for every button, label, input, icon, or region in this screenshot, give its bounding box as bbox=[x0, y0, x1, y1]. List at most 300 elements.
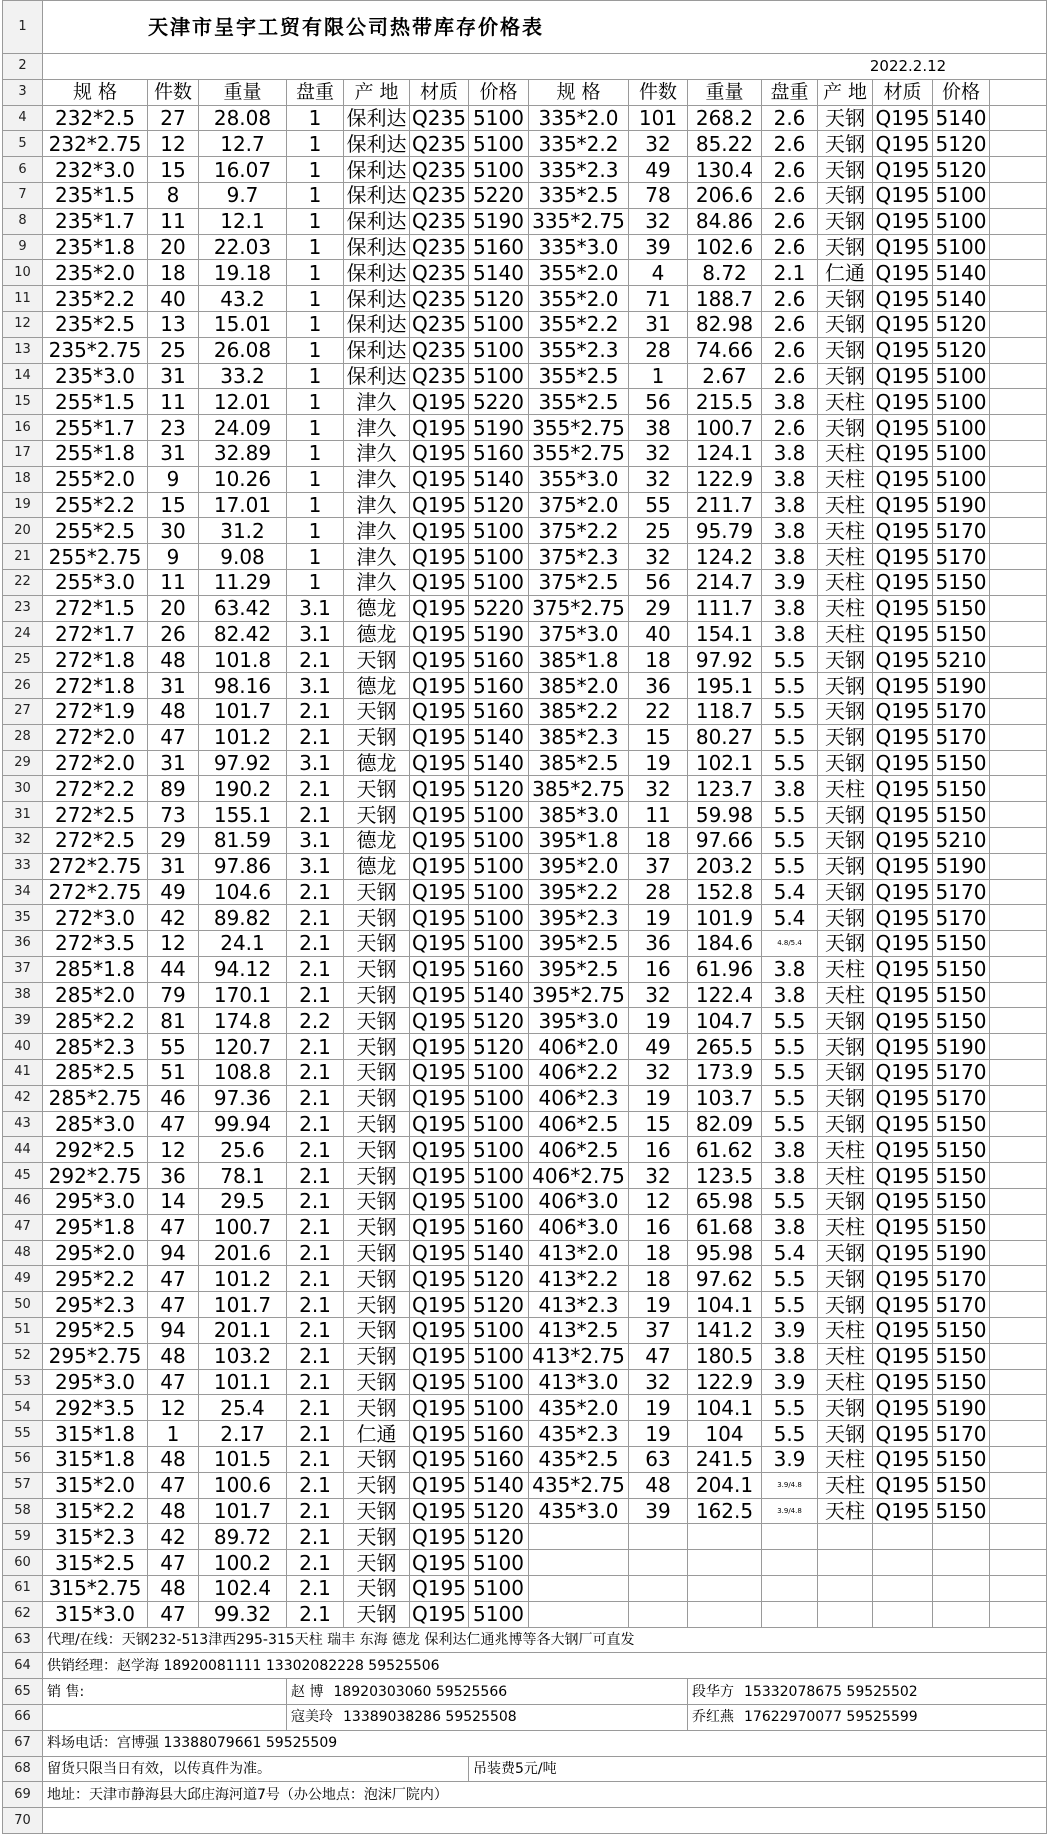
cell-origin: 德龙 bbox=[344, 750, 410, 776]
cell-spec: 272*2.0 bbox=[43, 724, 148, 750]
cell-price: 5150 bbox=[933, 1472, 990, 1498]
cell-origin: 天钢 bbox=[344, 802, 410, 828]
table-row bbox=[3, 1111, 1047, 1137]
row-number: 66 bbox=[3, 1705, 43, 1731]
header-coil-weight: 盘重 bbox=[287, 79, 344, 105]
footer-row bbox=[3, 1782, 1047, 1808]
cell-origin: 天钢 bbox=[344, 1576, 410, 1602]
cell-spec: 355*2.75 bbox=[529, 415, 629, 441]
sales-label: 销 售: bbox=[43, 1679, 287, 1705]
cell-origin: 天钢 bbox=[818, 802, 873, 828]
row-number: 60 bbox=[3, 1550, 43, 1576]
cell-origin: 天钢 bbox=[818, 673, 873, 699]
cell-spec: 355*2.2 bbox=[529, 311, 629, 337]
cell-spec: 255*2.2 bbox=[43, 492, 148, 518]
cell-pieces: 56 bbox=[629, 389, 688, 415]
cell-pieces: 12 bbox=[629, 1189, 688, 1215]
cell-weight: 265.5 bbox=[688, 1034, 762, 1060]
sales-contact bbox=[688, 1679, 1047, 1705]
cell-price: 5100 bbox=[469, 1601, 529, 1627]
cell-weight: 15.01 bbox=[199, 311, 287, 337]
cell-origin: 天钢 bbox=[818, 879, 873, 905]
cell-material: Q195 bbox=[410, 569, 469, 595]
cell-material: Q195 bbox=[410, 802, 469, 828]
cell-pieces: 44 bbox=[148, 956, 199, 982]
cell-material: Q235 bbox=[410, 337, 469, 363]
cell-coil-weight: 3.1 bbox=[287, 595, 344, 621]
cell-coil-weight: 5.5 bbox=[762, 1292, 818, 1318]
cell-origin: 天钢 bbox=[344, 905, 410, 931]
cell-weight: 204.1 bbox=[688, 1472, 762, 1498]
cell-material: Q195 bbox=[410, 724, 469, 750]
cell-pieces: 32 bbox=[629, 208, 688, 234]
empty-cell bbox=[990, 569, 1047, 595]
cell-pieces: 49 bbox=[629, 157, 688, 183]
cell-coil-weight: 1 bbox=[287, 157, 344, 183]
row-number: 22 bbox=[3, 569, 43, 595]
cell-pieces: 47 bbox=[629, 1343, 688, 1369]
empty-cell bbox=[990, 389, 1047, 415]
cell-coil-weight: 3.8 bbox=[762, 776, 818, 802]
cell-weight: 95.98 bbox=[688, 1240, 762, 1266]
cell-spec: 335*2.0 bbox=[529, 105, 629, 131]
cell-coil-weight: 2.1 bbox=[287, 1421, 344, 1447]
cell-material: Q195 bbox=[873, 647, 933, 673]
cell-material: Q195 bbox=[410, 1137, 469, 1163]
cell-spec: 355*2.5 bbox=[529, 389, 629, 415]
cell-price: 5100 bbox=[469, 853, 529, 879]
cell-pieces: 32 bbox=[629, 1060, 688, 1086]
cell-origin: 天钢 bbox=[818, 415, 873, 441]
empty-cell bbox=[990, 79, 1047, 105]
cell-spec: 335*3.0 bbox=[529, 234, 629, 260]
cell-origin: 天钢 bbox=[818, 311, 873, 337]
cell-origin: 天柱 bbox=[818, 518, 873, 544]
cell-spec: 295*2.5 bbox=[43, 1318, 148, 1344]
cell-spec: 285*2.75 bbox=[43, 1085, 148, 1111]
row-number: 64 bbox=[3, 1653, 43, 1679]
cell-weight: 103.7 bbox=[688, 1085, 762, 1111]
cell-origin: 天钢 bbox=[818, 182, 873, 208]
cell-origin bbox=[818, 1576, 873, 1602]
cell-spec: 255*2.75 bbox=[43, 544, 148, 570]
cell-price bbox=[933, 1576, 990, 1602]
cell-coil-weight: 2.2 bbox=[287, 1008, 344, 1034]
cell-weight: 101.7 bbox=[199, 1292, 287, 1318]
cell-origin: 天钢 bbox=[818, 1292, 873, 1318]
cell-material: Q195 bbox=[873, 1240, 933, 1266]
header-price: 价格 bbox=[469, 79, 529, 105]
cell-coil-weight: 1 bbox=[287, 105, 344, 131]
cell-weight: 11.29 bbox=[199, 569, 287, 595]
cell-coil-weight: 3.8 bbox=[762, 440, 818, 466]
cell-material: Q195 bbox=[410, 776, 469, 802]
cell-material: Q195 bbox=[410, 544, 469, 570]
header-spec: 规 格 bbox=[43, 79, 148, 105]
cell-material: Q195 bbox=[873, 1266, 933, 1292]
cell-material: Q235 bbox=[410, 311, 469, 337]
cell-origin: 天钢 bbox=[344, 1240, 410, 1266]
cell-price: 5150 bbox=[933, 1343, 990, 1369]
cell-pieces: 4 bbox=[629, 260, 688, 286]
empty-cell bbox=[990, 1060, 1047, 1086]
row-number: 51 bbox=[3, 1318, 43, 1344]
cell-pieces: 12 bbox=[148, 1137, 199, 1163]
cell-weight: 215.5 bbox=[688, 389, 762, 415]
cell-coil-weight: 1 bbox=[287, 440, 344, 466]
empty-cell bbox=[990, 1550, 1047, 1576]
table-row bbox=[3, 1085, 1047, 1111]
cell-spec: 375*2.5 bbox=[529, 569, 629, 595]
cell-coil-weight: 3.8 bbox=[762, 982, 818, 1008]
table-row bbox=[3, 956, 1047, 982]
row-number: 55 bbox=[3, 1421, 43, 1447]
cell-spec: 272*1.8 bbox=[43, 673, 148, 699]
cell-price: 5100 bbox=[469, 131, 529, 157]
table-row bbox=[3, 802, 1047, 828]
cell-price: 5100 bbox=[469, 802, 529, 828]
cell-price: 5150 bbox=[933, 956, 990, 982]
cell-price: 5100 bbox=[933, 363, 990, 389]
cell-origin: 天钢 bbox=[818, 1034, 873, 1060]
empty-cell bbox=[990, 1085, 1047, 1111]
cell-coil-weight: 4.8/5.4 bbox=[762, 931, 818, 957]
cell-origin: 天钢 bbox=[344, 956, 410, 982]
cell-price: 5100 bbox=[469, 1395, 529, 1421]
row-number: 24 bbox=[3, 621, 43, 647]
cell-price: 5150 bbox=[933, 931, 990, 957]
cell-origin bbox=[818, 1550, 873, 1576]
cell-weight: 100.7 bbox=[688, 415, 762, 441]
cell-coil-weight: 5.5 bbox=[762, 1421, 818, 1447]
cell-weight: 152.8 bbox=[688, 879, 762, 905]
cell-coil-weight: 1 bbox=[287, 234, 344, 260]
cell-spec bbox=[529, 1576, 629, 1602]
cell-coil-weight: 2.1 bbox=[287, 1085, 344, 1111]
cell-pieces: 37 bbox=[629, 853, 688, 879]
cell-pieces: 25 bbox=[148, 337, 199, 363]
cell-material: Q195 bbox=[873, 182, 933, 208]
cell-material: Q195 bbox=[873, 982, 933, 1008]
table-row bbox=[3, 1601, 1047, 1627]
cell-weight: 85.22 bbox=[688, 131, 762, 157]
cell-pieces: 48 bbox=[148, 1498, 199, 1524]
cell-material: Q195 bbox=[410, 1421, 469, 1447]
cell-pieces: 89 bbox=[148, 776, 199, 802]
table-row bbox=[3, 750, 1047, 776]
cell-origin: 天钢 bbox=[818, 1060, 873, 1086]
cell-spec: 272*1.9 bbox=[43, 698, 148, 724]
cell-material: Q195 bbox=[873, 1060, 933, 1086]
cell-weight: 101.7 bbox=[199, 698, 287, 724]
cell-price: 5100 bbox=[469, 931, 529, 957]
cell-material: Q235 bbox=[410, 234, 469, 260]
cell-price: 5120 bbox=[469, 1498, 529, 1524]
cell-spec: 413*2.75 bbox=[529, 1343, 629, 1369]
cell-coil-weight: 5.5 bbox=[762, 750, 818, 776]
cell-spec: 295*3.0 bbox=[43, 1369, 148, 1395]
cell-spec: 375*2.75 bbox=[529, 595, 629, 621]
cell-weight: 211.7 bbox=[688, 492, 762, 518]
row-number: 46 bbox=[3, 1189, 43, 1215]
cell-coil-weight: 3.8 bbox=[762, 621, 818, 647]
table-row bbox=[3, 1472, 1047, 1498]
cell-spec: 255*1.8 bbox=[43, 440, 148, 466]
cell-price: 5140 bbox=[469, 1240, 529, 1266]
cell-material: Q195 bbox=[410, 1060, 469, 1086]
cell-spec: 413*2.2 bbox=[529, 1266, 629, 1292]
cell-material: Q195 bbox=[410, 750, 469, 776]
cell-coil-weight: 2.6 bbox=[762, 337, 818, 363]
cell-weight: 78.1 bbox=[199, 1163, 287, 1189]
cell-weight: 28.08 bbox=[199, 105, 287, 131]
cell-material: Q195 bbox=[873, 1085, 933, 1111]
cell-material: Q195 bbox=[410, 853, 469, 879]
cell-price: 5100 bbox=[469, 1111, 529, 1137]
title-row bbox=[3, 1, 1047, 54]
cell-weight: 99.32 bbox=[199, 1601, 287, 1627]
cell-spec: 272*3.5 bbox=[43, 931, 148, 957]
cell-price: 5170 bbox=[933, 544, 990, 570]
cell-weight: 74.66 bbox=[688, 337, 762, 363]
empty-cell bbox=[990, 363, 1047, 389]
cell-spec: 395*2.5 bbox=[529, 931, 629, 957]
cell-pieces: 13 bbox=[148, 311, 199, 337]
cell-pieces bbox=[629, 1550, 688, 1576]
cell-origin: 天钢 bbox=[344, 1137, 410, 1163]
cell-coil-weight: 2.6 bbox=[762, 363, 818, 389]
cell-coil-weight: 2.1 bbox=[287, 1550, 344, 1576]
row-number: 1 bbox=[3, 1, 43, 54]
table-row bbox=[3, 234, 1047, 260]
cell-origin: 天钢 bbox=[818, 105, 873, 131]
empty-cell bbox=[990, 1421, 1047, 1447]
row-number: 69 bbox=[3, 1782, 43, 1808]
cell-weight: 174.8 bbox=[199, 1008, 287, 1034]
cell-spec: 413*2.0 bbox=[529, 1240, 629, 1266]
table-row bbox=[3, 569, 1047, 595]
cell-material: Q195 bbox=[873, 621, 933, 647]
cell-material: Q195 bbox=[873, 260, 933, 286]
empty-cell bbox=[990, 931, 1047, 957]
empty-cell bbox=[990, 1524, 1047, 1550]
cell-coil-weight: 5.5 bbox=[762, 802, 818, 828]
crane-fee-note: 吊装费5元/吨 bbox=[469, 1756, 1047, 1782]
cell-material bbox=[873, 1550, 933, 1576]
cell-origin: 天钢 bbox=[344, 1111, 410, 1137]
cell-weight: 184.6 bbox=[688, 931, 762, 957]
empty-cell bbox=[990, 1008, 1047, 1034]
empty-cell bbox=[990, 208, 1047, 234]
cell-material: Q195 bbox=[410, 1318, 469, 1344]
row-number: 31 bbox=[3, 802, 43, 828]
empty-cell bbox=[990, 518, 1047, 544]
cell-pieces: 47 bbox=[148, 1266, 199, 1292]
cell-coil-weight: 2.6 bbox=[762, 311, 818, 337]
cell-coil-weight: 2.1 bbox=[287, 1240, 344, 1266]
cell-origin: 天柱 bbox=[818, 595, 873, 621]
cell-weight: 101.9 bbox=[688, 905, 762, 931]
cell-pieces: 48 bbox=[148, 1343, 199, 1369]
cell-price: 5170 bbox=[933, 879, 990, 905]
cell-origin: 天钢 bbox=[818, 724, 873, 750]
cell-material: Q195 bbox=[410, 673, 469, 699]
cell-origin: 德龙 bbox=[344, 595, 410, 621]
cell-weight: 33.2 bbox=[199, 363, 287, 389]
cell-origin: 天柱 bbox=[818, 1343, 873, 1369]
sales-name: 寇美玲 bbox=[291, 1709, 333, 1726]
cell-weight bbox=[688, 1576, 762, 1602]
cell-coil-weight bbox=[762, 1550, 818, 1576]
cell-coil-weight: 1 bbox=[287, 389, 344, 415]
table-row bbox=[3, 363, 1047, 389]
cell-spec: 355*3.0 bbox=[529, 466, 629, 492]
cell-material: Q195 bbox=[873, 931, 933, 957]
empty-cell bbox=[990, 776, 1047, 802]
cell-material bbox=[873, 1524, 933, 1550]
cell-price: 5160 bbox=[469, 1214, 529, 1240]
cell-spec: 355*2.75 bbox=[529, 440, 629, 466]
cell-coil-weight: 3.1 bbox=[287, 673, 344, 699]
cell-price: 5170 bbox=[933, 1060, 990, 1086]
cell-pieces: 48 bbox=[148, 1576, 199, 1602]
cell-spec: 395*2.0 bbox=[529, 853, 629, 879]
cell-pieces: 38 bbox=[629, 415, 688, 441]
table-row bbox=[3, 1292, 1047, 1318]
cell-pieces: 12 bbox=[148, 1395, 199, 1421]
cell-coil-weight: 2.6 bbox=[762, 415, 818, 441]
cell-weight: 268.2 bbox=[688, 105, 762, 131]
cell-pieces: 51 bbox=[148, 1060, 199, 1086]
cell-pieces: 12 bbox=[148, 931, 199, 957]
cell-coil-weight bbox=[762, 1601, 818, 1627]
empty-cell bbox=[990, 337, 1047, 363]
cell-coil-weight: 5.5 bbox=[762, 698, 818, 724]
cell-price: 5100 bbox=[469, 1318, 529, 1344]
cell-origin: 保利达 bbox=[344, 182, 410, 208]
cell-coil-weight: 2.1 bbox=[287, 802, 344, 828]
cell-pieces: 36 bbox=[629, 673, 688, 699]
cell-spec: 272*1.8 bbox=[43, 647, 148, 673]
cell-coil-weight: 2.1 bbox=[287, 956, 344, 982]
cell-weight: 16.07 bbox=[199, 157, 287, 183]
table-row bbox=[3, 1189, 1047, 1215]
empty-cell bbox=[990, 827, 1047, 853]
cell-pieces: 63 bbox=[629, 1447, 688, 1473]
cell-pieces: 26 bbox=[148, 621, 199, 647]
cell-spec: 413*3.0 bbox=[529, 1369, 629, 1395]
cell-coil-weight: 3.8 bbox=[762, 492, 818, 518]
cell-material: Q195 bbox=[873, 492, 933, 518]
cell-pieces: 47 bbox=[148, 1214, 199, 1240]
cell-pieces: 32 bbox=[629, 131, 688, 157]
cell-weight: 65.98 bbox=[688, 1189, 762, 1215]
cell-pieces: 47 bbox=[148, 1292, 199, 1318]
cell-origin: 天钢 bbox=[344, 1292, 410, 1318]
cell-origin: 天钢 bbox=[818, 286, 873, 312]
cell-weight: 17.01 bbox=[199, 492, 287, 518]
cell-spec: 315*3.0 bbox=[43, 1601, 148, 1627]
cell-spec: 285*1.8 bbox=[43, 956, 148, 982]
row-number: 56 bbox=[3, 1447, 43, 1473]
cell-origin: 津久 bbox=[344, 440, 410, 466]
cell-weight: 25.4 bbox=[199, 1395, 287, 1421]
cell-weight: 97.36 bbox=[199, 1085, 287, 1111]
empty-cell bbox=[990, 802, 1047, 828]
cell-spec: 385*2.0 bbox=[529, 673, 629, 699]
cell-price: 5100 bbox=[933, 440, 990, 466]
cell-origin: 津久 bbox=[344, 544, 410, 570]
cell-origin: 天钢 bbox=[818, 750, 873, 776]
cell-material: Q195 bbox=[873, 1369, 933, 1395]
cell-coil-weight: 1 bbox=[287, 569, 344, 595]
row-number: 65 bbox=[3, 1679, 43, 1705]
spreadsheet bbox=[2, 0, 1046, 1834]
cell-spec: 272*1.7 bbox=[43, 621, 148, 647]
cell-material: Q195 bbox=[873, 802, 933, 828]
cell-price: 5100 bbox=[469, 157, 529, 183]
table-row bbox=[3, 1214, 1047, 1240]
cell-price: 5150 bbox=[933, 569, 990, 595]
table-row bbox=[3, 879, 1047, 905]
row-number: 61 bbox=[3, 1576, 43, 1602]
cell-coil-weight: 1 bbox=[287, 544, 344, 570]
row-number: 40 bbox=[3, 1034, 43, 1060]
cell-origin: 天钢 bbox=[344, 879, 410, 905]
cell-spec: 272*2.5 bbox=[43, 827, 148, 853]
cell-material: Q195 bbox=[410, 1034, 469, 1060]
cell-coil-weight: 1 bbox=[287, 518, 344, 544]
cell-weight: 2.17 bbox=[199, 1421, 287, 1447]
row-number: 54 bbox=[3, 1395, 43, 1421]
cell-origin: 天钢 bbox=[818, 131, 873, 157]
cell-pieces: 15 bbox=[148, 492, 199, 518]
cell-pieces: 32 bbox=[629, 544, 688, 570]
cell-coil-weight: 5.5 bbox=[762, 853, 818, 879]
cell-spec: 295*1.8 bbox=[43, 1214, 148, 1240]
cell-pieces: 23 bbox=[148, 415, 199, 441]
table-row bbox=[3, 673, 1047, 699]
cell-spec: 435*2.0 bbox=[529, 1395, 629, 1421]
cell-weight: 97.66 bbox=[688, 827, 762, 853]
cell-weight: 61.96 bbox=[688, 956, 762, 982]
cell-price: 5170 bbox=[933, 1266, 990, 1292]
cell-coil-weight: 2.1 bbox=[287, 905, 344, 931]
table-row bbox=[3, 1524, 1047, 1550]
cell-weight: 61.62 bbox=[688, 1137, 762, 1163]
cell-weight: 104.7 bbox=[688, 1008, 762, 1034]
cell-coil-weight: 2.1 bbox=[762, 260, 818, 286]
cell-spec: 232*3.0 bbox=[43, 157, 148, 183]
sales-name: 段华方 bbox=[692, 1683, 734, 1700]
cell-material: Q195 bbox=[410, 1395, 469, 1421]
table-row bbox=[3, 1576, 1047, 1602]
cell-weight: 81.59 bbox=[199, 827, 287, 853]
table-row bbox=[3, 466, 1047, 492]
cell-origin: 津久 bbox=[344, 492, 410, 518]
empty-cell bbox=[990, 1163, 1047, 1189]
cell-material bbox=[873, 1601, 933, 1627]
cell-material: Q195 bbox=[873, 1395, 933, 1421]
cell-coil-weight: 2.1 bbox=[287, 1060, 344, 1086]
row-number: 52 bbox=[3, 1343, 43, 1369]
cell-coil-weight: 2.1 bbox=[287, 1576, 344, 1602]
sales-contact bbox=[287, 1679, 688, 1705]
row-number: 70 bbox=[3, 1808, 43, 1834]
cell-weight: 111.7 bbox=[688, 595, 762, 621]
cell-origin: 保利达 bbox=[344, 105, 410, 131]
cell-material: Q195 bbox=[410, 827, 469, 853]
